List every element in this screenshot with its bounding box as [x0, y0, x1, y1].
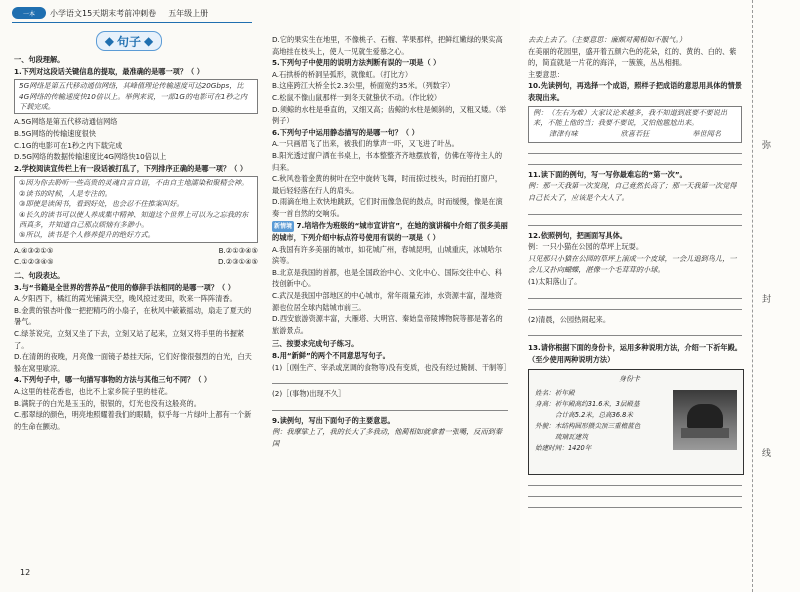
reading-box — [14, 176, 258, 242]
question-3: 3.与“书籍是全世界的营养品”使用的修辞手法相同的是哪一项？（ ） — [14, 282, 235, 292]
answer-line[interactable] — [528, 152, 742, 154]
option[interactable]: D.②③①④⑤ — [217, 257, 258, 267]
page-header — [12, 6, 208, 20]
new-context-tag: 新情境 — [272, 221, 294, 233]
question-6: 6.下列句子中运用静态描写的是哪一句？（ ） — [272, 127, 419, 137]
temple-base — [681, 428, 729, 438]
identity-card — [528, 369, 744, 475]
seal-char: 线 — [762, 449, 772, 459]
option[interactable]: D.须鲸的水柱是垂直的，又细又高；齿鲸的水柱是倾斜的，又粗又矮。（举例子） — [272, 104, 507, 126]
card-line: 合计高5.2米，总高36.8米 — [555, 411, 633, 420]
option[interactable]: C.松鼠不像山鼠那样一到冬天就蛰伏不动。（作比较） — [272, 92, 442, 102]
card-lines — [535, 388, 675, 454]
exercise-text: 在美丽的花园里，盛开着五颜六色的花朵，红的、黄的、白的、紫的，简直就是一片花的海洋，一簇簇，丛丛相拥。 — [528, 46, 737, 68]
header-rule — [12, 22, 252, 23]
answer-line[interactable] — [528, 308, 742, 310]
example-box — [528, 106, 742, 143]
card-line: 身高：祈年殿高约31.6米，3层殿基 — [535, 400, 640, 409]
card-title: 身份卡 — [619, 375, 640, 384]
column-1 — [14, 52, 258, 432]
option[interactable]: D.西安旅游资源丰富，大雁塔、大明宫、秦始皇帝陵博物院等都是著名的旅游景点。 — [272, 314, 503, 335]
option[interactable]: B.北京是我国的首都，也是全国政治中心、文化中心、国际交往中心、科技创新中心。 — [272, 267, 503, 289]
option[interactable]: A.5G网络是第五代移动通信网络 — [14, 117, 118, 127]
answer-line[interactable] — [528, 334, 742, 336]
option[interactable]: B.阳光透过窗户洒在书桌上，书本整整齐齐地摆放着，仿佛在等待主人的归来。 — [272, 150, 503, 172]
question-11: 11.读下面的例句，写一写你最难忘的“第一次”。 — [528, 169, 687, 179]
example-text: 例：那一天我第一次发现，自己竟然长高了；那一天我第一次觉得自己长大了，应该是个大人了。 — [528, 181, 737, 202]
option[interactable]: A.一只画眉飞了出来，被我们的掌声一吓，又飞进了叶丛。 — [272, 139, 459, 149]
temple-roof — [687, 404, 723, 428]
option[interactable]: C.秋风卷着金黄的树叶在空中旋转飞舞，时而掠过枝头，时而拍打窗户，最后轻轻落在行人的肩头。 — [272, 174, 503, 195]
seal-line — [752, 0, 754, 592]
option[interactable]: D.5G网络的数据传输速度比4G网络快10倍以上 — [14, 152, 167, 162]
sentence: ⑤所以，读书是个人修养提升的绝好方式。 — [19, 230, 155, 240]
seal-char: 封 — [762, 295, 772, 305]
sub-item: (1)太阳落山了。 — [528, 276, 582, 286]
option-row — [14, 256, 258, 268]
option-row — [14, 245, 258, 257]
answer-line[interactable] — [272, 409, 508, 411]
option[interactable]: B.②①③④⑤ — [218, 245, 258, 255]
option[interactable]: C.那翠绿的颜色，明亮地照耀着我们的眼睛，似乎每一片绿叶上都有一个新的生命在颤动。 — [14, 410, 252, 431]
sub-item: (2)［(事物)出现不久］ — [272, 389, 346, 399]
option[interactable]: A.夕阳西下，橘红的霞光铺满天空，晚风掠过麦田，吹来一阵阵清香。 — [14, 294, 237, 304]
option[interactable]: A.这里的桂花香也，也比不上家乡院子里的桂花。 — [14, 386, 173, 396]
reading-box: 5G网络是第五代移动通信网络，其峰值理论传输速度可达20Gbps，比4G网络的传输速度快10倍以上。举例来说，一部1G的电影可在1秒之内下载完成。 — [14, 79, 258, 114]
diamond-icon: ◆ — [104, 34, 114, 48]
sub-item: (1)［(刚生产、宰杀或烹调的食物等)没有变质，也没有经过腌制、干制等］ — [272, 362, 511, 372]
section-title-badge — [96, 31, 162, 51]
answer-line[interactable] — [528, 163, 742, 165]
section-title-text: 句子 — [116, 34, 141, 49]
book-title: 小学语文15天期末考前冲刺卷 — [50, 8, 157, 18]
grade-label: 五年级上册 — [168, 8, 209, 18]
option[interactable]: D.雨滴在地上欢快地跳跃，它们时而像急促的鼓点，时而缓慢，像是在演奏一首自然的交响乐。 — [272, 197, 503, 218]
option[interactable]: D.它的果实生在地里，不像桃子、石榴、苹果那样，把鲜红嫩绿的果实高高地挂在枝头上，使人一见就生爱慕之心。 — [272, 35, 503, 56]
example-text: 例：我摩挲上了，我的长大了多我动，他蔺相如就拿着一张嘴，反而到秦国 — [272, 427, 503, 448]
column-3 — [528, 34, 742, 508]
part-heading: 二、句段表达。 — [14, 271, 65, 280]
card-line: 外貌：木结构圆形攒尖顶三重檐蓝色 — [535, 422, 641, 431]
option[interactable]: C.武汉是我国中部地区的中心城市，常年雨量充沛，水资源丰富，湿地资源也位居全球内陆城市前三。 — [272, 291, 503, 312]
column-2 — [272, 34, 511, 450]
sentence: ①因为你去聆听一些高贵的灵魂自言自语，不由自主地濡染和聚精会神。 — [19, 178, 249, 188]
question-4: 4.下列句子中，哪一句描写事物的方法与其他三句不同？（ ） — [14, 375, 212, 385]
option[interactable]: B.满院子的白光是玉玉的，银银的，灯光也没有这般亮的。 — [14, 398, 201, 408]
option[interactable]: C.①②③④⑤ — [14, 257, 54, 267]
answer-line[interactable] — [528, 297, 742, 299]
option[interactable]: A.石拱桥的桥洞呈弧形，就像虹。（打比方） — [272, 69, 413, 79]
option[interactable]: B.金黄的银杏叶像一把把精巧的小扇子，在秋风中簌簌摇动，扇走了夏天的暑气。 — [14, 305, 252, 327]
question-8: 8.用“新鲜”的两个不同意思写句子。 — [272, 351, 390, 361]
question-12: 12.依照例句，把画面写具体。 — [528, 230, 627, 240]
option[interactable]: A.④③②①⑤ — [14, 245, 54, 255]
question-2: 2.学校阅读宣传栏上有一段话被打乱了，下列排序正确的是哪一项？（ ） — [14, 163, 248, 173]
question-5: 5.下列句子中使用的说明方法判断有误的一项是（ ） — [272, 58, 441, 68]
question-7-text: 7.培培作为班级的“城市宣讲官”，在她的演讲稿中介绍了很多美丽的城市，下列介绍中标点符号使用有误的一项是（ ） — [272, 220, 508, 243]
answer-line[interactable] — [528, 224, 742, 226]
example-sentence: 例：（左右为难）大家议论来越多，我不知道到底要不要说出来，不能上他的当；我要不要说，又怕他尴尬出来。 — [533, 107, 728, 127]
answer-line[interactable] — [528, 213, 742, 215]
option[interactable]: B.5G网络的传输速度很快 — [14, 129, 97, 138]
idiom[interactable]: 欣喜若狂 — [620, 129, 650, 139]
seal-char: 弥 — [762, 141, 772, 151]
option[interactable]: C.1G的电影可在1秒之内下载完成 — [14, 140, 123, 150]
question-9: 9.读例句，写出下面句子的主要意思。 — [272, 415, 395, 425]
idiom[interactable]: 举世闻名 — [692, 129, 721, 139]
example-detail: 只见那只小猫在公园的草坪上滚成一个皮球，一会儿追到鸟儿，一会儿又扑向蝴蝶，湛像一个毛茸茸的小球。 — [528, 253, 737, 275]
part-heading: 三、按要求完成句子练习。 — [272, 339, 359, 349]
example-text: 例：一只小猫在公园的草坪上玩耍。 — [528, 242, 644, 252]
option[interactable]: D.在清朗的夜晚，月亮像一面镜子悬挂天际，它们好像很强烈的白光，白天躲在窝里歇凉。 — [14, 352, 252, 373]
question-7 — [272, 220, 508, 244]
sentence: ③即使是读闲书，看到好处，也会忍不住推案叫好。 — [19, 199, 184, 209]
answer-line[interactable] — [528, 506, 742, 508]
card-line: 姓名：祈年殿 — [535, 389, 575, 398]
question-13: 13.请你根据下面的身份卡，运用多种说明方法，介绍一下祈年殿。（至少使用两种说明方法） — [528, 343, 742, 364]
part-heading: 一、句段理解。 — [14, 55, 65, 64]
sub-item: (2)清晨，公园热闹起来。 — [528, 314, 611, 324]
example-text: 去去上去了。（主要意思：廉颇对蔺相如不服气。） — [528, 35, 687, 44]
temple-photo — [673, 390, 737, 450]
answer-line[interactable] — [528, 484, 742, 486]
card-line: 琉璃瓦建筑 — [555, 433, 588, 442]
question-1: 1.下列对这段话关键信息的提取，最准确的是哪一项？（ ） — [14, 66, 204, 76]
diamond-icon: ◆ — [144, 34, 154, 48]
sentence: ④长久的读书可以使人养成集中精神、知道这个世界上可以为之忘我的东西真多，并知道自己那点烦恼有多渺小。 — [19, 209, 249, 229]
answer-line[interactable] — [528, 495, 742, 497]
publisher-logo: 一本 — [12, 7, 46, 19]
page-number: 12 — [20, 568, 31, 577]
sentence: ②读书的时候，人是专注的。 — [19, 188, 112, 198]
idiom-row — [533, 128, 737, 140]
option[interactable]: B.这座跨江大桥全长2.3公里，桥面宽约35米。（列数字） — [272, 81, 455, 91]
option[interactable]: A.我国有许多美丽的城市，如花城广州，春城昆明，山城重庆，冰城哈尔滨等。 — [272, 244, 502, 266]
answer-line[interactable] — [272, 382, 508, 384]
question-10: 10.先读例句，再选择一个成语，照样子把成语的意思用具体的情景表现出来。 — [528, 81, 742, 102]
answer-prompt: 主要意思： — [528, 69, 564, 79]
idiom[interactable]: 津津有味 — [549, 129, 578, 139]
card-line: 始建时间：1420年 — [535, 444, 592, 453]
option[interactable]: C.绿茶说完，立刻又坐了下去，立刻又站了起来，立刻又将手里的书握紧了。 — [14, 328, 245, 350]
